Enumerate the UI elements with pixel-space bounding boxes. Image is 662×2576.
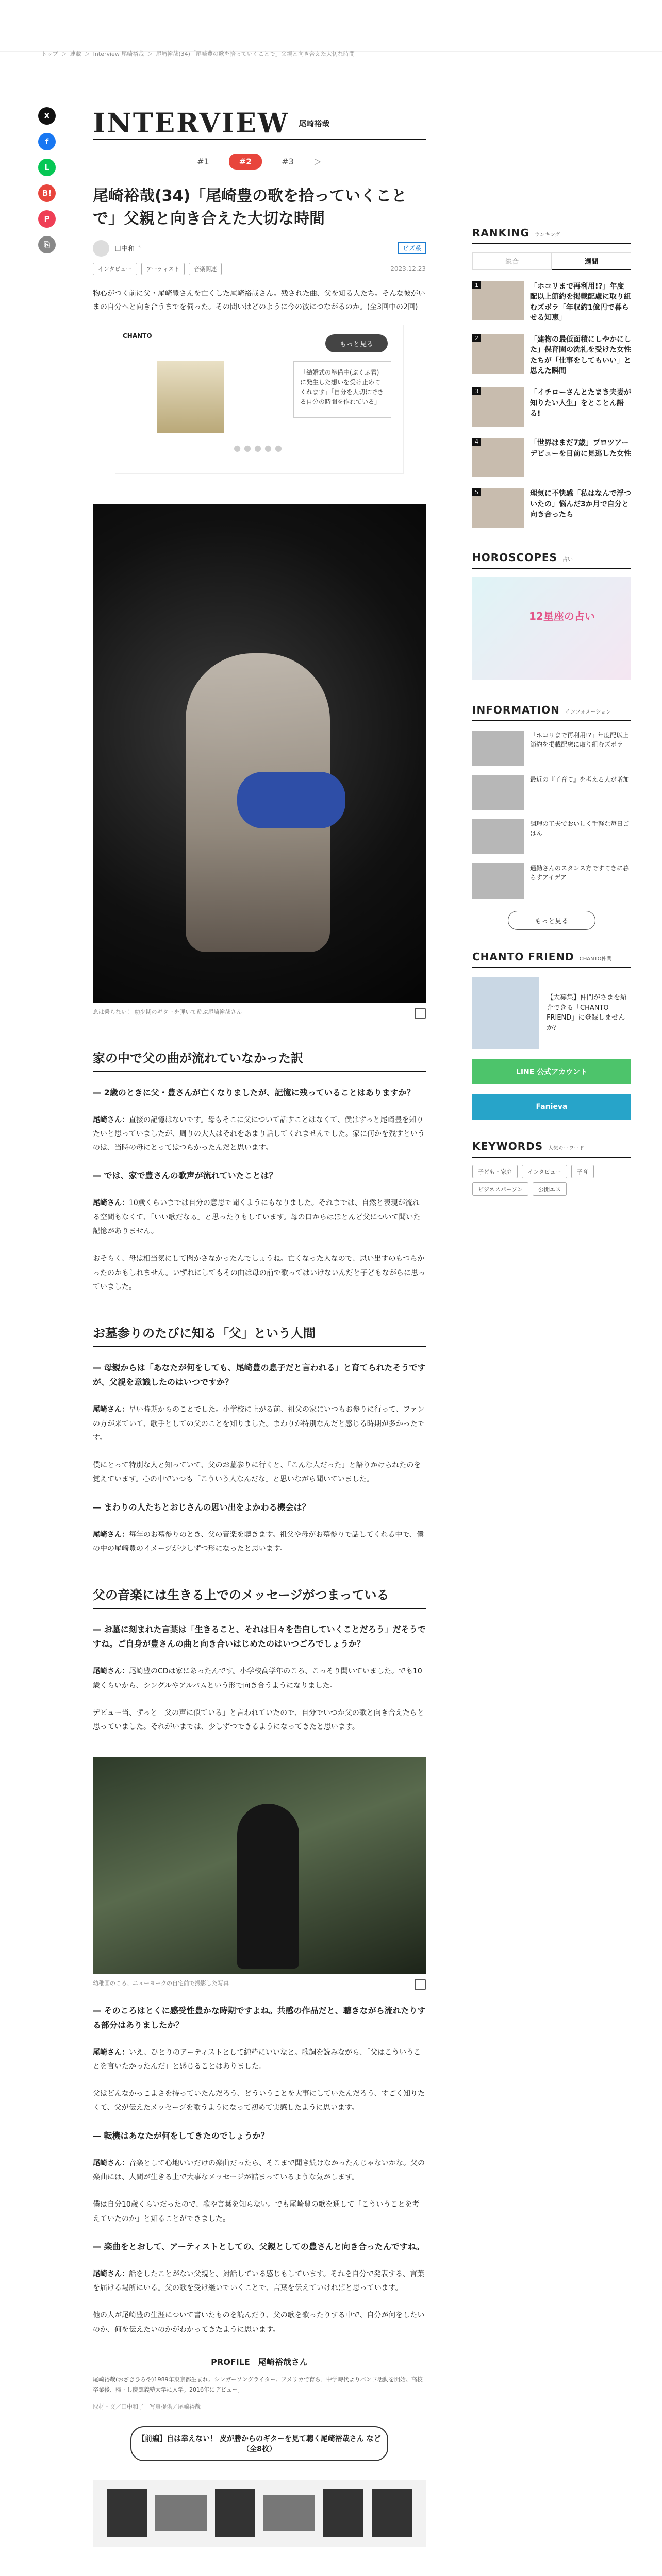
- author-name[interactable]: 田中和子: [114, 245, 142, 253]
- photo-caption-row: [93, 1008, 426, 1019]
- ranking-text: 理気に不快感「私はなんで浮ついたの」悩んだ3か月で自分と向き合ったら: [530, 489, 631, 519]
- answer-text: 僕にとって特別な人と知っていて、父のお墓参りに行くと、「こんな人だった」と語りかけられたのを覚えています。心の中でいつも「こういう人なんだな」と思いながら聞いていました。: [93, 1461, 421, 1484]
- interview-answer: [93, 1665, 426, 1693]
- article-body: [93, 1048, 426, 2337]
- series-pager: [93, 154, 426, 170]
- ranking-tabs: [472, 252, 631, 270]
- breadcrumb: [41, 49, 358, 58]
- answer-text: 毎年のお墓参りのとき、父の音楽を聴きます。祖父や母がお墓参りで話してくれる中で、僕の中の尾崎豊のイメージが少しずつ形になったと思います。: [93, 1530, 424, 1553]
- keyword-chip[interactable]: インタビュー: [522, 1165, 567, 1178]
- keyword-chip[interactable]: 子ども・家庭: [472, 1165, 518, 1178]
- answer-text: 尾崎豊のCDは家にあったんです。小学校高学年のころ、こっそり聞いていました。でも10歳くらいから、シングルやアルバムという形で向き合うようになりました。: [93, 1667, 422, 1690]
- interview-question: — では、家で豊さんの歌声が流れていたことは？: [93, 1171, 277, 1181]
- answer-text: 他の人が尾崎豊の生涯について書いたものを読んだり、父の歌を歌ったりする中で、自分が何をしたいのか、何を伝えたいのかがわかってきたように思います。: [93, 2311, 425, 2334]
- article-lead: 物心がつく前に父・尾崎豊さんを亡くした尾崎裕哉さん。残された曲、父を知る人たち。そんな彼がいまの自分へと向き合うまでを伺った。その問いはどのように今の彼につながるのか。(全3回中の2回): [93, 289, 425, 311]
- ranking-number: 2: [472, 334, 481, 342]
- gallery-thumb[interactable]: [155, 2495, 207, 2531]
- publish-date: 2023.12.23: [390, 265, 426, 273]
- section-heading: 家の中で父の曲が流れていなかった訳: [93, 1048, 426, 1072]
- line-banner[interactable]: LINE 公式アカウント: [472, 1059, 631, 1084]
- breadcrumb-separator: ＞: [147, 50, 153, 57]
- keyword-chip[interactable]: 公開エス: [533, 1182, 567, 1196]
- ranking-item[interactable]: [472, 438, 631, 477]
- ranking-number: 5: [472, 488, 481, 496]
- photo-gallery: [93, 2480, 426, 2547]
- answer-text: 直接の記憶はないです。母もそこに父について話すことはなくて、僕はずっと尾崎豊を知りたいと思っていましたが、周りの大人はそれをあまり話してくれませんでした。家に何かを残すというのは、当時の母にとってはつらかったんだと思います。: [93, 1115, 425, 1153]
- interview-answer: [93, 2198, 426, 2226]
- answer-text: おそらく、母は相当気にして聞かさなかったんでしょうね。亡くなった人なので、思い出すのもつらかったのかもしれません。いずれにしてもその曲は母の前で歌ってはいけないんだと子どもながらに思っていました。: [93, 1255, 425, 1291]
- breadcrumb-separator: ＞: [84, 50, 90, 57]
- ranking-subtitle: ランキング: [534, 232, 560, 238]
- information-header: [472, 704, 631, 721]
- answer-text: いえ、ひとりのアーティストとして純粋にいいなと。歌詞を読みながら、「父はこういうことを言いたかったんだ」と感じることはありました。: [93, 2048, 421, 2071]
- horoscopes-header: [472, 551, 631, 569]
- section-heading: 父の音楽には生きる上でのメッセージがつまっている: [93, 1585, 426, 1609]
- speaker-label: 尾崎さん：: [93, 1199, 129, 1208]
- interview-question: — 転機はあなたが何をしてきたのでしょうか？: [93, 2130, 269, 2141]
- ranking-header: [472, 227, 631, 244]
- hatena-icon[interactable]: B!: [38, 184, 56, 202]
- keywords-title: KEYWORDS: [472, 1140, 543, 1153]
- interview-answer: [93, 2046, 426, 2074]
- information-list: [472, 731, 631, 899]
- photo-caption-row: [93, 1979, 426, 1990]
- photo-caption: 息は乗らない！ 幼少期のギターを弾いて遊ぶ尾崎裕哉さん: [93, 1008, 242, 1015]
- keywords-header: [472, 1140, 631, 1158]
- breadcrumb-item[interactable]: トップ: [41, 50, 58, 57]
- ranking-number: 4: [472, 438, 481, 446]
- article-meta: [93, 240, 426, 257]
- ranking-number: 1: [472, 281, 481, 289]
- pager-prev[interactable]: #1: [197, 157, 209, 166]
- ranking-text: 「建物の最低面積にしやかにした」保育園の洗礼を受けた女性たちが「仕事をしてもいい」と思えた瞬間: [530, 335, 631, 376]
- tab-overall[interactable]: 総合: [472, 252, 552, 270]
- tag-chip[interactable]: 音楽関連: [189, 263, 222, 275]
- information-text: 最近の『子育て』を考える人が増加: [530, 776, 630, 784]
- author-avatar: [93, 240, 109, 257]
- ranking-item[interactable]: [472, 281, 631, 323]
- ranking-item[interactable]: [472, 334, 631, 376]
- interview-answer: [93, 2309, 426, 2337]
- horoscopes-title: HOROSCOPES: [472, 551, 557, 564]
- interview-question: — 楽曲をとおして、アーティストとしての、父親としての豊さんと向き合ったんですね。: [93, 2241, 424, 2251]
- tag-chip[interactable]: インタビュー: [93, 263, 137, 275]
- answer-text: デビュー当、ずっと「父の声に似ている」と言われていたので、自分でいつか父の歌と向き合えたらと思っていました。それがいまでは、少しずつできるようになってきたと思います。: [93, 1708, 424, 1732]
- zoom-icon[interactable]: [415, 1979, 426, 1990]
- information-thumb: [472, 731, 524, 766]
- horoscope-banner[interactable]: [472, 577, 631, 680]
- information-item[interactable]: [472, 775, 631, 810]
- information-more-button[interactable]: もっと見る: [508, 911, 595, 930]
- article-main: [93, 107, 426, 2547]
- gallery-thumb[interactable]: [107, 2489, 147, 2537]
- series-title: INTERVIEW: [93, 107, 290, 139]
- gallery-thumb[interactable]: [215, 2489, 255, 2537]
- section-heading: お墓参りのたびに知る「父」という人間: [93, 1323, 426, 1347]
- speaker-label: 尾崎さん：: [93, 1667, 129, 1676]
- fanieva-banner[interactable]: Fanieva: [472, 1094, 631, 1120]
- keyword-chip[interactable]: 子育: [571, 1165, 594, 1178]
- promo-banner[interactable]: [115, 325, 404, 474]
- friend-card[interactable]: [472, 977, 631, 1049]
- horoscope-label: 12星座の占い: [529, 610, 595, 623]
- interview-question: — お墓に刻まれた言葉は「生きること、それは日々を告白していくことだろう」だそうですね。ご自身が豊さんの曲と向き合いはじめたのはいつごろでしょうか？: [93, 1624, 426, 1649]
- friend-title: CHANTO FRIEND: [472, 951, 574, 963]
- answer-text: 僕は自分10歳くらいだったので、歌や言葉を知らない。でも尾崎豊の歌を通して「こういうことを考えていたのか」と知ることができました。: [93, 2200, 420, 2223]
- information-title: INFORMATION: [472, 704, 560, 717]
- copy-link-icon[interactable]: ⎘: [38, 236, 56, 253]
- ranking-text: 「ホコリまで再利用!?」年度配以上節約を掲載配慮に取り組むズボラ「年収約1億円で暮らせる知恵」: [530, 282, 631, 322]
- promo-dots: ●●●●●: [234, 443, 285, 453]
- information-text: 「ホコリまで再利用!?」年度配以上節約を掲載配慮に取り組むズボラ: [530, 732, 629, 749]
- site-header: [0, 0, 662, 52]
- photo-guitar: [237, 772, 345, 828]
- information-thumb: [472, 863, 524, 899]
- interview-answer: [93, 2157, 426, 2185]
- keyword-chip[interactable]: ビジネスパーソン: [472, 1182, 528, 1196]
- line-icon[interactable]: L: [38, 159, 56, 176]
- ranking-list: [472, 281, 631, 528]
- answer-text: 10歳くらいまでは自分の意思で聞くようにもなりました。それまでは、自然と表現が流れる空間もなくて、「いい歌だなぁ」と思ったりもしています。母の口からはほとんど父について聞いた記憶がありません。: [93, 1199, 421, 1236]
- promo-text: 「結婚式の準備中(ぷくぷ君)に発生した想いを受け止めてくれます」「自分を大切にできる自分の時間を作れている」: [293, 361, 391, 418]
- interview-answer: [93, 2267, 426, 2296]
- interview-question: — そのころはとくに感受性豊かな時期ですよね。共感の作品だと、聴きながら流れたりする部分はありましたか？: [93, 2005, 426, 2030]
- interview-answer: [93, 1528, 426, 1556]
- interview-answer: [93, 1113, 426, 1156]
- speaker-label: 尾崎さん：: [93, 2048, 129, 2057]
- interview-answer: [93, 1196, 426, 1239]
- article-title: 尾崎裕哉(34)「尾崎豊の歌を拾っていくことで」父親と向き合えた大切な時間: [93, 187, 407, 228]
- sidebar: [472, 227, 631, 1196]
- answer-text: 話をしたことがない父親と、対話している感じもしています。それを自分で発表する、言葉を届ける場所にいる。父の歌を受け継いでいくことで、言葉を伝えていければと思っています。: [93, 2269, 424, 2293]
- facebook-icon[interactable]: f: [38, 133, 56, 150]
- gallery-link-button[interactable]: 【前編】自は幸えない！ 皮が勝からのギターを見て聴く尾崎裕哉さん など（全8枚）: [130, 2426, 388, 2461]
- tag-list: [93, 263, 426, 275]
- information-text: 通勤さんのスタンス方ですてきに暮らすアイデア: [530, 865, 630, 882]
- answer-text: 音楽として心地いいだけの楽曲だったら、そこまで聞き続けなかったんじゃないかな。父の楽曲には、人間が生きる上で大事なメッセージが詰まっているような気がします。: [93, 2159, 425, 2181]
- speaker-label: 尾崎さん：: [93, 1115, 129, 1124]
- keyword-list: [472, 1165, 631, 1196]
- interview-answer: [93, 1252, 426, 1294]
- tab-weekly[interactable]: 週間: [552, 252, 631, 270]
- article-photo-adult[interactable]: [93, 1757, 426, 1974]
- information-item[interactable]: [472, 731, 631, 766]
- ranking-text: 「世界はまだ7歳」プロツアーデビューを目前に見逃した女性: [530, 439, 631, 458]
- zoom-icon[interactable]: [415, 1008, 426, 1019]
- pager-next[interactable]: #3: [282, 157, 294, 166]
- pocket-icon[interactable]: P: [38, 210, 56, 228]
- keywords-subtitle: 人気キーワード: [548, 1146, 585, 1152]
- promo-more-button[interactable]: もっと見る: [325, 334, 388, 352]
- series-name: 尾崎裕哉: [299, 118, 330, 128]
- gallery-thumb[interactable]: [323, 2489, 363, 2537]
- ranking-number: 3: [472, 387, 481, 395]
- ranking-text: 「イチローさんとたまき夫妻が知りたい人生」をとことん語る!: [530, 388, 631, 418]
- ranking-title: RANKING: [472, 227, 529, 239]
- x-icon[interactable]: X: [38, 107, 56, 125]
- photo-subject: [237, 1804, 299, 1969]
- interview-question: — 2歳のときに父・豊さんが亡くなりましたが、記憶に残っていることはありますか？: [93, 1087, 415, 1097]
- promo-logo: CHANTO: [123, 332, 152, 340]
- profile-title: PROFILE 尾崎裕哉さん: [211, 2357, 308, 2367]
- series-header: [93, 107, 426, 140]
- friend-text: 【大募集】仲間がさまを紹介できる「CHANTO FRIEND」に登録しませんか？: [547, 994, 627, 1032]
- pager-next-arrow-icon[interactable]: ＞: [313, 157, 322, 167]
- answer-text: 早い時期からのことでした。小学校に上がる前、祖父の家にいつもお参りに行って、ファンの方が来ていて、歌手としての父のことを知りました。まわりが特別なんだと感じる時期が多かったです。: [93, 1405, 425, 1442]
- category-badge[interactable]: ビズ系: [398, 242, 426, 254]
- gallery-thumb[interactable]: [263, 2495, 315, 2531]
- gallery-thumb[interactable]: [372, 2489, 412, 2537]
- share-buttons: [38, 107, 59, 262]
- speaker-label: 尾崎さん：: [93, 2269, 129, 2278]
- speaker-label: 尾崎さん：: [93, 2159, 129, 2167]
- interview-answer: [93, 1403, 426, 1445]
- friend-header: [472, 951, 631, 968]
- ranking-item[interactable]: [472, 488, 631, 528]
- information-item[interactable]: [472, 819, 631, 854]
- breadcrumb-item[interactable]: 尾崎裕哉(34)「尾崎豊の歌を拾っていくことで」父親と向き合えた大切な時間: [156, 50, 355, 57]
- article-photo-child[interactable]: [93, 504, 426, 1003]
- information-thumb: [472, 819, 524, 854]
- information-text: 調理の工夫でおいしく手軽な毎日ごはん: [530, 820, 630, 837]
- answer-text: 父はどんなかっこよさを持っていたんだろう、どういうことを大事にしていたんだろう、すごく知りたくて、父が伝えたメッセージを歌うようになって初めて実感したように思います。: [93, 2090, 425, 2112]
- breadcrumb-separator: ＞: [61, 50, 67, 57]
- breadcrumb-item[interactable]: Interview 尾崎裕哉: [93, 50, 144, 57]
- promo-image: [157, 361, 224, 433]
- credit-text: 取材・文／田中和子 写真提供／尾崎裕哉: [93, 2403, 201, 2410]
- photo-caption: 幼稚園のころ、ニューヨークの自宅前で撮影した写真: [93, 1979, 229, 1987]
- information-thumb: [472, 775, 524, 810]
- information-subtitle: インフォメーション: [565, 709, 611, 716]
- interview-question: — 母親からは「あなたが何をしても、尾崎豊の息子だと言われる」と育てられたそうですが、父親を意識したのはいつですか？: [93, 1363, 426, 1387]
- information-item[interactable]: [472, 863, 631, 899]
- friend-subtitle: CHANTO仲間: [579, 956, 612, 962]
- interview-answer: [93, 1459, 426, 1487]
- breadcrumb-item[interactable]: 連載: [70, 50, 81, 57]
- profile-text: 尾崎裕哉(おざきひろや)1989年東京都生まれ。シンガーソングライター。アメリカで育ち、中学時代よりバンド活動を開始。高校卒業後、帰国し慶應義塾大学に入学。2016年にデビュー。: [93, 2376, 423, 2393]
- speaker-label: 尾崎さん：: [93, 1405, 129, 1414]
- interview-answer: [93, 1706, 426, 1735]
- interview-question: — まわりの人たちとおじさんの思い出をよかわる機会は？: [93, 1502, 310, 1512]
- tag-chip[interactable]: アーティスト: [141, 263, 185, 275]
- friend-image: [472, 977, 539, 1049]
- interview-answer: [93, 2087, 426, 2115]
- horoscopes-subtitle: 占い: [562, 557, 573, 563]
- ranking-item[interactable]: [472, 387, 631, 427]
- pager-current[interactable]: #2: [229, 154, 262, 170]
- speaker-label: 尾崎さん：: [93, 1530, 129, 1539]
